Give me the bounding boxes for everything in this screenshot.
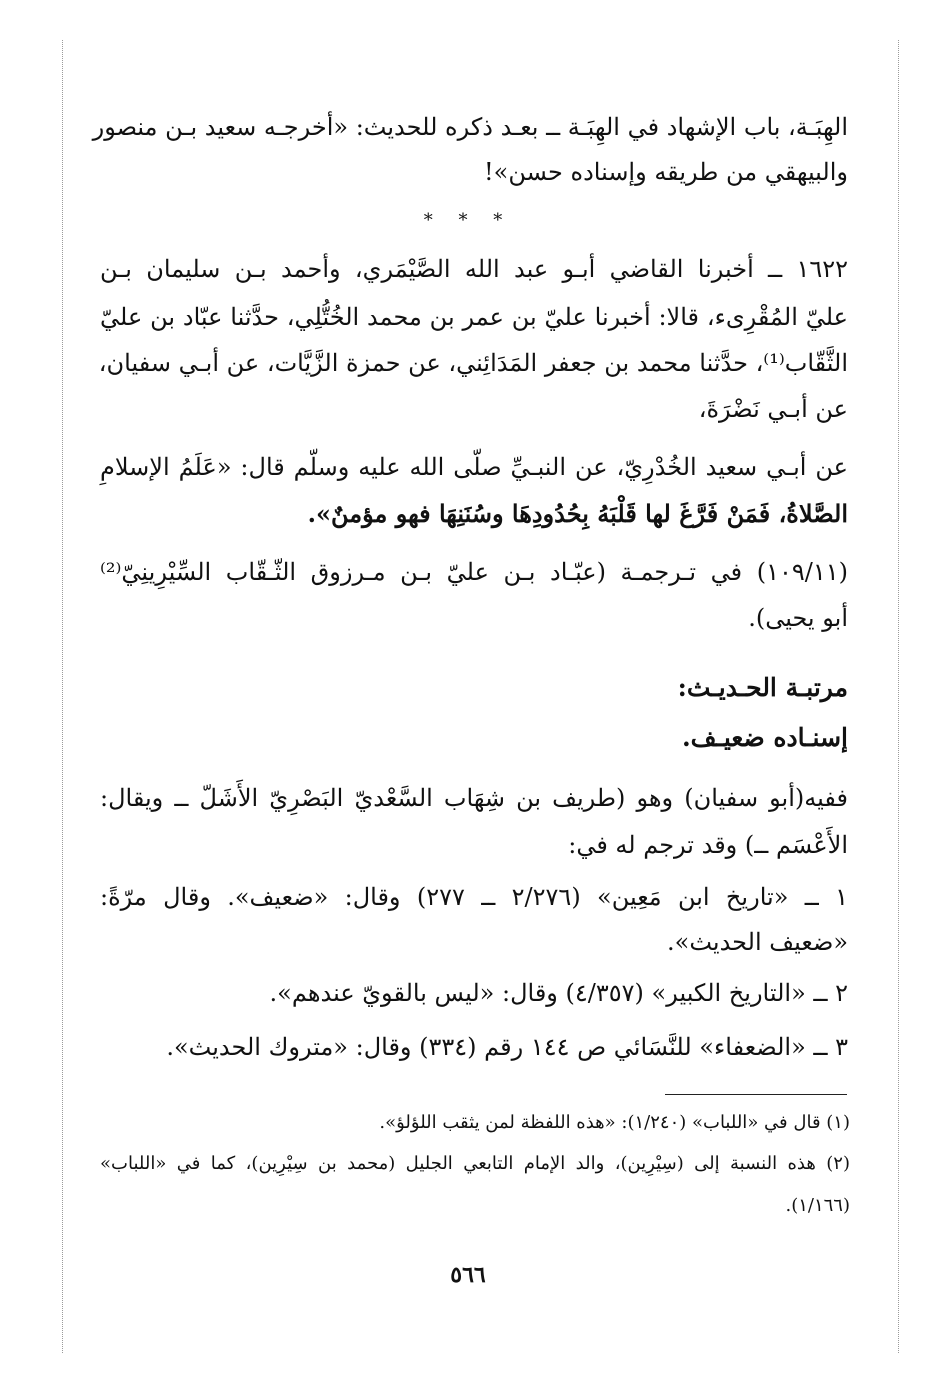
section-separator: * * * — [423, 210, 513, 231]
text-line: عليّ المُقْرِىء، قالا: أخبرنا عليّ بن عمر بن محمد الخُتُّلِي، حدَّثنا عبّاد بن عليّ — [100, 303, 848, 331]
hadith-text-line: عن أبـي سعيد الخُدْرِيّ، عن النبـيِّ صلّى الله عليه وسلّم قال: «عَلَمُ الإسلامِ — [100, 453, 848, 481]
hadith-number-line: ١٦٢٢ ــ أخبرنا القاضي أبـو عبد الله الصَّيْمَري، وأحمد بـن سليمان بـن — [100, 255, 849, 283]
scan-edge-left — [62, 40, 63, 1353]
scan-edge-right — [898, 40, 899, 1353]
footnote-2-continued: (١/١٦٦). — [785, 1195, 850, 1216]
text-line: الأَعْسَم ــ) وقد ترجم له في: — [568, 831, 848, 859]
page-number: ٥٦٦ — [450, 1262, 486, 1288]
section-heading: مرتبـة الحـديـث: — [677, 673, 848, 702]
footnote-2: (٢) هذه النسبة إلى (سِيْرِين)، والد الإمام التابعي الجليل (محمد بن سِيْرِين)، كما في «اللباب» — [100, 1153, 850, 1174]
grading-text: إسنـاده ضعيـف. — [681, 723, 848, 752]
text-line: ففيه(أبو سفيان) وهو (طريف بن شِهَاب السَّعْديّ البَصْرِيّ الأَشَلّ ــ ويقال: — [100, 784, 848, 812]
text-line: الثَّقّاب⁽¹⁾، حدَّثنا محمد بن جعفر المَدَائِني، عن حمزة الزَّيَّات، عن أبـي سفيان، — [98, 349, 848, 377]
hadith-text-line: الصَّلاةُ، فَمَنْ فَرَّغَ لها قَلْبَهُ بِحُدُودِهَا وسُنَنِهَا فهو مؤمنٌ». — [307, 499, 848, 528]
text-line: عن أبـي نَضْرَةَ، — [698, 395, 848, 423]
footnote-1: (١) قال في «اللباب» (١/٢٤٠): «هذه اللفظة لمن يثقب اللؤلؤ». — [379, 1112, 850, 1133]
footnote-divider — [665, 1094, 847, 1095]
text-line: الهِبَـة، باب الإشهاد في الهِبَـة ــ بعـد ذكره للحديث: «أخرجـه سعيد بـن منصور — [92, 113, 848, 141]
list-item: ١ ــ «تاريخ ابن مَعِين» (٢/٢٧٦ ــ ٢٧٧) وقال: «ضعيف». وقال مرّةً: — [100, 883, 849, 911]
text-line: والبيهقي من طريقه وإسناده حسن»! — [484, 158, 848, 186]
list-item: ٢ ــ «التاريخ الكبير» (٤/٣٥٧) وقال: «ليس بالقويّ عندهم». — [269, 979, 848, 1007]
text-line: «ضعيف الحديث». — [667, 928, 848, 956]
reference-line: (١٠٩/١١) في تـرجمـة (عبّـاد بـن عليّ بـن مـرزوق الثّـقّاب السِّيْرِينِيّ⁽²⁾ — [100, 558, 848, 586]
text-line: أبو يحيى). — [748, 604, 848, 632]
list-item: ٣ ــ «الضعفاء» للنَّسَائي ص ١٤٤ رقم (٣٣٤) وقال: «متروك الحديث». — [166, 1033, 848, 1061]
